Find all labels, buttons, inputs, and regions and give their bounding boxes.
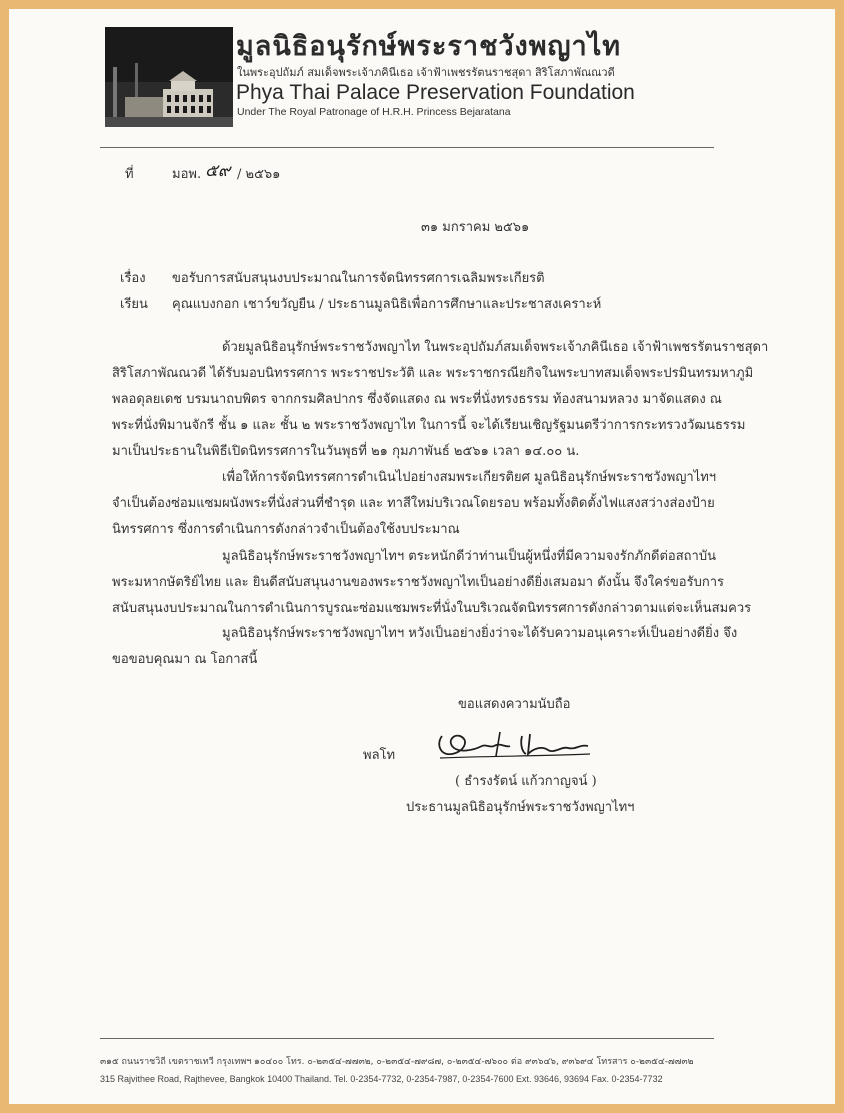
paragraph-3-line: สนับสนุนงบประมาณในการดำเนินการบูรณะซ่อมแซมพระที่นั่งในบริเวณจัดนิทรรศการดังกล่าวตามแต่จะเห็นสมควร bbox=[112, 601, 752, 616]
ref-label: ที่ bbox=[125, 167, 134, 182]
paragraph-2-line: นิทรรศการ ซึ่งการดำเนินการดังกล่าวจำเป็นต้องใช้งบประมาณ bbox=[112, 522, 460, 537]
recipient-label: เรียน bbox=[120, 297, 148, 312]
paragraph-2-line: เพื่อให้การจัดนิทรรศการดำเนินไปอย่างสมพระเกียรติยศ มูลนิธิอนุรักษ์พระราชวังพญาไทฯ bbox=[222, 470, 717, 485]
paragraph-4-line: มูลนิธิอนุรักษ์พระราชวังพญาไทฯ หวังเป็นอย่างยิ่งว่าจะได้รับความอนุเคราะห์เป็นอย่างดียิ่ง จึง bbox=[222, 626, 738, 641]
footer-address-english: 315 Rajvithee Road, Rajthevee, Bangkok 10400 Thailand. Tel. 0-2354-7732, 0-2354-7987, 0-2354-7600 Ext. 93646, 93694 Fax. 0-2354-7732 bbox=[100, 1074, 663, 1084]
footer-address-thai: ๓๑๕ ถนนราชวิถี เขตราชเทวี กรุงเทพฯ ๑๐๔๐๐ โทร. ๐-๒๓๕๔-๗๗๓๒, ๐-๒๓๕๔-๗๙๘๗, ๐-๒๓๕๔-๗๖๐๐ ต่อ ๙๓๖๔๖, ๙๓๖๙๔ โทรสาร ๐-๒๓๕๔-๗๗๓๒ bbox=[100, 1057, 694, 1067]
foundation-subtitle-english: Under The Royal Patronage of H.R.H. Princess Bejaratana bbox=[237, 106, 511, 118]
signer-position: ประธานมูลนิธิอนุรักษ์พระราชวังพญาไทฯ bbox=[406, 800, 635, 815]
paragraph-1-line: พระที่นั่งพิมานจักรี ชั้น ๑ และ ชั้น ๒ พระราชวังพญาไท ในการนี้ จะได้เรียนเชิญรัฐมนตรีว่าการกระทรวงวัฒนธรรม bbox=[112, 418, 746, 433]
paragraph-1-line: มาเป็นประธานในพิธีเปิดนิทรรศการในวันพุธที่ ๒๑ กุมภาพันธ์ ๒๕๖๑ เวลา ๑๔.๐๐ น. bbox=[112, 444, 580, 459]
paragraph-3-line: มูลนิธิอนุรักษ์พระราชวังพญาไทฯ ตระหนักดีว่าท่านเป็นผู้หนึ่งที่มีความจงรักภักดีต่อสถาบัน bbox=[222, 549, 716, 564]
recipient-text: คุณแบงกอก เชาว์ขวัญยืน / ประธานมูลนิธิเพื่อการศึกษาและประชาสงเคราะห์ bbox=[172, 297, 602, 312]
ref-year: / ๒๕๖๑ bbox=[237, 167, 281, 182]
signer-name: ( ธำรงรัตน์ แก้วกาญจน์ ) bbox=[455, 774, 597, 789]
foundation-subtitle-thai: ในพระอุปถัมภ์ สมเด็จพระเจ้าภคินีเธอ เจ้าฟ้าเพชรรัตนราชสุดา สิริโสภาพัณณวดี bbox=[237, 66, 615, 79]
footer-divider bbox=[100, 1038, 714, 1039]
subject-label: เรื่อง bbox=[120, 271, 146, 286]
ref-number-handwritten: ๕๙ bbox=[205, 161, 231, 181]
palace-logo-image bbox=[105, 27, 233, 127]
paragraph-1-line: สิริโสภาพัณณวดี ได้รับมอบนิทรรศการ พระราชประวัติ และ พระราชกรณียกิจในพระบาทสมเด็จพระปรมินทรมหาภูมิ bbox=[112, 366, 754, 381]
header-divider bbox=[100, 147, 714, 148]
closing-text: ขอแสดงความนับถือ bbox=[458, 697, 571, 712]
subject-text: ขอรับการสนับสนุนงบประมาณในการจัดนิทรรศการเฉลิมพระเกียรติ bbox=[172, 271, 545, 286]
paragraph-4-line: ขอขอบคุณมา ณ โอกาสนี้ bbox=[112, 652, 258, 667]
ref-prefix: มอพ. bbox=[172, 167, 202, 182]
foundation-title-english: Phya Thai Palace Preservation Foundation bbox=[236, 81, 635, 104]
paragraph-2-line: จำเป็นต้องซ่อมแซมผนังพระที่นั่งส่วนที่ชำรุด และ ทาสีใหม่บริเวณโดยรอบ พร้อมทั้งติดตั้งไฟแสงสว่างส่องป้าย bbox=[112, 496, 715, 511]
signer-rank: พลโท bbox=[363, 748, 396, 763]
letter-date: ๓๑ มกราคม ๒๕๖๑ bbox=[421, 220, 530, 235]
paragraph-3-line: พระมหากษัตริย์ไทย และ ยินดีสนับสนุนงานของพระราชวังพญาไทเป็นอย่างดียิ่งเสมอมา ดังนั้น จึงใคร่ขอรับการ bbox=[112, 575, 725, 590]
paragraph-1-line: ด้วยมูลนิธิอนุรักษ์พระราชวังพญาไท ในพระอุปถัมภ์สมเด็จพระเจ้าภคินีเธอ เจ้าฟ้าเพชรรัตนราชสุดา bbox=[222, 340, 769, 355]
paragraph-1-line: พลอดุลยเดช บรมนาถบพิตร จากกรมศิลปากร ซึ่งจัดแสดง ณ พระที่นั่งทรงธรรม ท้องสนามหลวง มาจัดแสดง ณ bbox=[112, 392, 722, 407]
foundation-title-thai: มูลนิธิอนุรักษ์พระราชวังพญาไท bbox=[236, 31, 622, 62]
